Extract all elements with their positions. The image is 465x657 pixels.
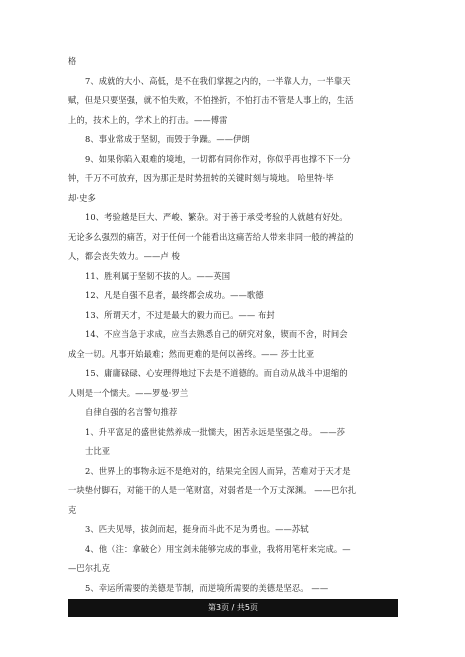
text-line: 8、事业常成于坚韧，而毁于争躁。——伊朗 bbox=[85, 134, 250, 144]
text-line: 3、匹夫见辱，拔剑而起，挺身而斗此不足为勇也。——苏轼 bbox=[85, 524, 309, 534]
text-line: 克 bbox=[68, 504, 77, 515]
text-line: 格 bbox=[68, 56, 77, 66]
page-footer bbox=[68, 599, 398, 617]
text-line: 12、凡是自强不息者，最终都会成功。——歌德 bbox=[85, 290, 264, 300]
text-line: 无论多么强烈的痛苦，对于任何一个能看出这痛苦给人带来非同一般的裨益的 bbox=[68, 231, 354, 242]
section-heading: 自律自强的名言警句推荐 bbox=[85, 407, 178, 417]
text-line: 人则是一个懦夫。——罗曼·罗兰 bbox=[68, 387, 189, 398]
text-line: 士比亚 bbox=[85, 446, 111, 456]
text-line: 上的，技术上的，学术上的打击。——傅雷 bbox=[68, 114, 228, 125]
text-line: 2、世界上的事物永远不是绝对的，结果完全因人而异，苦难对于天才是 bbox=[85, 465, 351, 476]
text-line: 9、如果你陷入艰难的境地，一切都有同你作对，你似乎再也撑不下一分 bbox=[85, 153, 351, 164]
text-line: —巴尔扎克 bbox=[68, 563, 110, 573]
document-body bbox=[68, 52, 402, 618]
text-line: 7、成就的大小、高低，是不在我们掌握之内的，一半靠人力，一半靠天 bbox=[85, 75, 351, 86]
page-number-label: 第3页 / 共5页 bbox=[208, 603, 258, 612]
text-line: 10、考验越是巨大、严峻、繁杂。对于善于承受考验的人就越有好处。 bbox=[85, 212, 348, 222]
text-line: 一块垫付脚石，对能干的人是一笔财富，对弱者是一个万丈深渊。 ——巴尔扎 bbox=[68, 485, 357, 495]
text-line: 却·史多 bbox=[68, 192, 96, 203]
text-line: 人，都会丧失效力。——卢 梭 bbox=[68, 251, 180, 261]
text-line: 钟，千万不可放弃，因为那正是时势扭转的关键时刻与境地。 哈里特·毕 bbox=[68, 173, 334, 183]
text-line: 14、不应当急于求成，应当去熟悉自己的研究对象，锲而不舍，时间会 bbox=[85, 329, 348, 339]
text-line: 13、所谓天才，不过是最大的毅力而已。—— 布封 bbox=[85, 309, 275, 320]
text-line: 5、幸运所需要的美德是节制，而逆境所需要的美德是坚忍。 —— bbox=[85, 582, 329, 593]
text-line: 成全一切。凡事开始最难；然而更难的是何以善终。—— 莎士比亚 bbox=[68, 348, 315, 359]
text-line: 赋，但是只要坚强，就不怕失败，不怕挫折，不怕打击不管是人事上的，生活 bbox=[68, 95, 354, 105]
text-line: 1、升平富足的盛世徒然养成一批懦夫，困苦永远是坚强之母。 ——莎 bbox=[85, 426, 346, 437]
text-line: 15、庸庸碌碌、心安理得地过下去是不道德的。而自动从战斗中退缩的 bbox=[85, 368, 348, 378]
text-line: 11、胜利属于坚韧不拔的人。——英国 bbox=[85, 270, 231, 281]
text-line: 4、他（注：拿破仑）用宝剑未能够完成的事业，我将用笔杆来完成。— bbox=[85, 543, 351, 554]
